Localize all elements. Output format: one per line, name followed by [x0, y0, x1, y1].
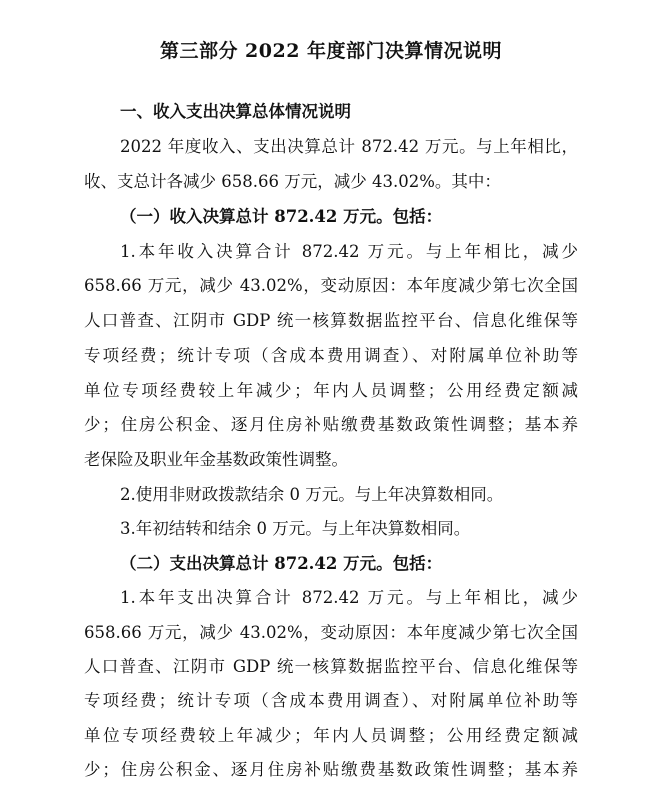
paragraph-line: 1.本年收入决算合计 872.42 万元。与上年相比，减少 [120, 242, 578, 261]
paragraph-line: 老保险及职业年金基数政策性调整。 [84, 450, 348, 469]
paragraph-line: 少；住房公积金、逐月住房补贴缴费基数政策性调整；基本养 [84, 415, 578, 434]
subsection-heading-income: （一）收入决算总计 872.42 万元。包括： [120, 207, 443, 226]
section-heading-1: 一、收入支出决算总体情况说明 [120, 102, 351, 121]
paragraph-line: 单位专项经费较上年减少；年内人员调整；公用经费定额减 [84, 726, 578, 745]
document-title: 第三部分 2022 年度部门决算情况说明 [159, 40, 503, 62]
paragraph-line: 658.66 万元，减少 43.02%，变动原因：本年度减少第七次全国 [84, 276, 578, 295]
paragraph-line: 收、支总计各减少 658.66 万元，减少 43.02%。其中： [84, 172, 501, 191]
paragraph-line: 少；住房公积金、逐月住房补贴缴费基数政策性调整；基本养 [84, 760, 578, 779]
paragraph-line: 单位专项经费较上年减少；年内人员调整；公用经费定额减 [84, 381, 578, 400]
paragraph-line: 2.使用非财政拨款结余 0 万元。与上年决算数相同。 [120, 485, 504, 504]
paragraph-line: 2022 年度收入、支出决算总计 872.42 万元。与上年相比， [120, 137, 578, 156]
paragraph-line: 人口普查、江阴市 GDP 统一核算数据监控平台、信息化维保等 [84, 657, 578, 676]
paragraph-line: 人口普查、江阴市 GDP 统一核算数据监控平台、信息化维保等 [84, 311, 578, 330]
paragraph-line: 658.66 万元，减少 43.02%，变动原因：本年度减少第七次全国 [84, 623, 578, 642]
paragraph-line: 专项经费；统计专项（含成本费用调查）、对附属单位补助等 [84, 346, 578, 365]
paragraph-line: 专项经费；统计专项（含成本费用调查）、对附属单位补助等 [84, 691, 578, 710]
paragraph-line: 3.年初结转和结余 0 万元。与上年决算数相同。 [120, 519, 471, 538]
paragraph-line: 1.本年支出决算合计 872.42 万元。与上年相比，减少 [120, 588, 578, 607]
subsection-heading-expenditure: （二）支出决算总计 872.42 万元。包括： [120, 554, 443, 573]
